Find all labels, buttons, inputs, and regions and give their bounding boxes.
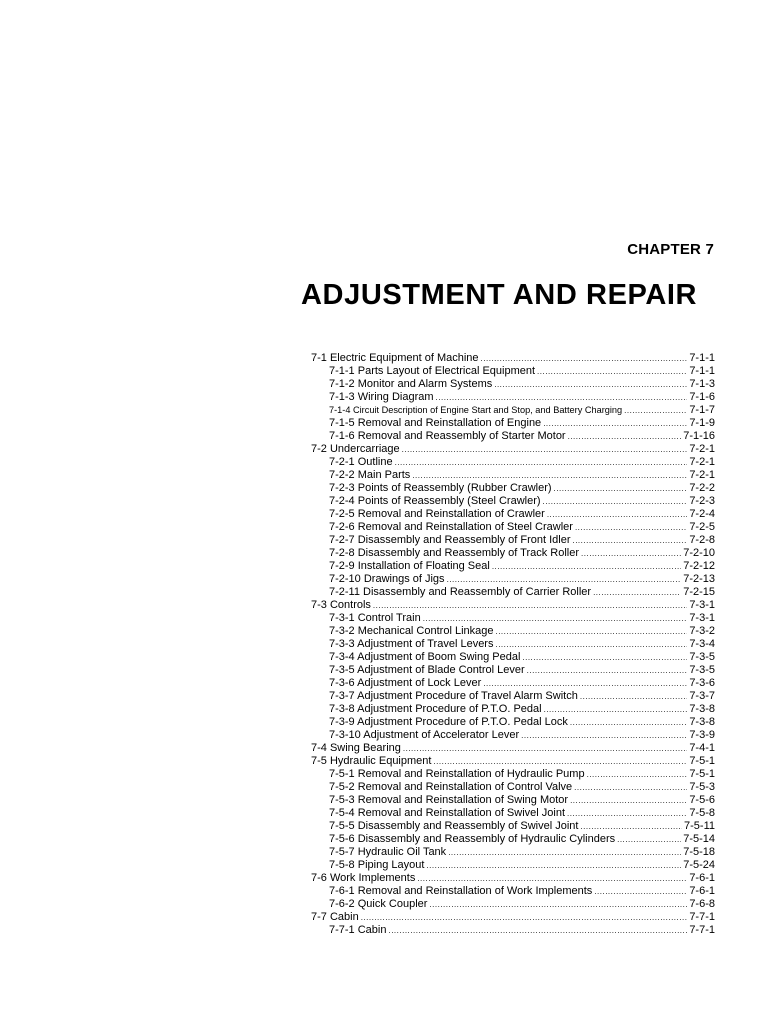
- toc-entry[interactable]: [311, 612, 715, 625]
- toc-leader-dots: [495, 625, 687, 638]
- toc-entry-title: 7-2-8 Disassembly and Reassembly of Track Roller: [329, 547, 580, 559]
- toc-entry[interactable]: [311, 534, 715, 547]
- toc-entry[interactable]: [311, 846, 715, 859]
- toc-entry-page: 7-3-6: [689, 677, 715, 689]
- toc-entry-title: 7-2-2 Main Parts: [329, 469, 411, 481]
- toc-entry[interactable]: [311, 586, 715, 599]
- toc-entry[interactable]: [311, 495, 715, 508]
- toc-entry-title: 7-2-1 Outline: [329, 456, 393, 468]
- toc-entry-page: 7-6-8: [689, 898, 715, 910]
- toc-entry[interactable]: [311, 859, 715, 872]
- toc-leader-dots: [436, 391, 688, 404]
- toc-entry-title: 7-3-3 Adjustment of Travel Levers: [329, 638, 494, 650]
- toc-leader-dots: [448, 846, 681, 859]
- toc-entry[interactable]: [311, 755, 715, 768]
- toc-entry-title: 7-7 Cabin: [311, 911, 359, 923]
- toc-entry-title: 7-5-1 Removal and Reinstallation of Hydraulic Pump: [329, 768, 585, 780]
- toc-entry-page: 7-3-7: [689, 690, 715, 702]
- toc-entry-title: 7-3-4 Adjustment of Boom Swing Pedal: [329, 651, 521, 663]
- toc-leader-dots: [580, 820, 682, 833]
- toc-entry-page: 7-3-8: [689, 716, 715, 728]
- toc-entry-title: 7-5-7 Hydraulic Oil Tank: [329, 846, 447, 858]
- toc-entry[interactable]: [311, 703, 715, 716]
- toc-entry[interactable]: [311, 625, 715, 638]
- toc-entry[interactable]: [311, 898, 715, 911]
- toc-entry-page: 7-1-7: [689, 404, 715, 416]
- toc-entry-title: 7-2-6 Removal and Reinstallation of Steel Crawler: [329, 521, 573, 533]
- toc-entry-title: 7-3-10 Adjustment of Accelerator Lever: [329, 729, 520, 741]
- toc-entry-page: 7-1-9: [689, 417, 715, 429]
- toc-leader-dots: [543, 417, 687, 430]
- toc-entry[interactable]: [311, 404, 715, 417]
- toc-entry-page: 7-5-11: [684, 820, 715, 832]
- toc-entry-title: 7-1-2 Monitor and Alarm Systems: [329, 378, 493, 390]
- toc-entry[interactable]: [311, 378, 715, 391]
- toc-entry-title: 7-3-8 Adjustment Procedure of P.T.O. Pedal: [329, 703, 542, 715]
- toc-leader-dots: [574, 781, 687, 794]
- toc-leader-dots: [412, 469, 687, 482]
- toc-leader-dots: [547, 508, 687, 521]
- toc-entry[interactable]: [311, 521, 715, 534]
- toc-entry-page: 7-5-24: [683, 859, 715, 871]
- toc-entry-title: 7-6 Work Implements: [311, 872, 416, 884]
- toc-leader-dots: [575, 521, 687, 534]
- toc-entry-page: 7-3-8: [689, 703, 715, 715]
- toc-entry[interactable]: [311, 781, 715, 794]
- toc-leader-dots: [373, 599, 687, 612]
- toc-entry-title: 7-1-3 Wiring Diagram: [329, 391, 434, 403]
- toc-entry[interactable]: [311, 677, 715, 690]
- toc-entry-title: 7-5-3 Removal and Reinstallation of Swing Motor: [329, 794, 569, 806]
- toc-entry-page: 7-5-1: [689, 755, 715, 767]
- toc-leader-dots: [537, 365, 687, 378]
- toc-leader-dots: [429, 898, 687, 911]
- toc-entry-page: 7-2-12: [683, 560, 715, 572]
- toc-entry-title: 7-4 Swing Bearing: [311, 742, 401, 754]
- toc-entry[interactable]: [311, 456, 715, 469]
- chapter-label: CHAPTER 7: [627, 241, 714, 258]
- toc-entry-page: 7-3-4: [689, 638, 715, 650]
- toc-entry-title: 7-3-1 Control Train: [329, 612, 421, 624]
- toc-leader-dots: [554, 482, 688, 495]
- toc-entry[interactable]: [311, 417, 715, 430]
- toc-leader-dots: [543, 495, 688, 508]
- toc-entry[interactable]: [311, 599, 715, 612]
- toc-entry[interactable]: [311, 547, 715, 560]
- toc-entry-page: 7-1-16: [683, 430, 715, 442]
- toc-entry[interactable]: [311, 430, 715, 443]
- toc-entry[interactable]: [311, 469, 715, 482]
- chapter-title: ADJUSTMENT AND REPAIR: [301, 279, 698, 311]
- toc-entry[interactable]: [311, 638, 715, 651]
- toc-leader-dots: [433, 755, 687, 768]
- toc-entry-title: 7-2 Undercarriage: [311, 443, 400, 455]
- toc-leader-dots: [388, 924, 687, 937]
- toc-entry[interactable]: [311, 820, 715, 833]
- toc-entry-page: 7-3-1: [689, 612, 715, 624]
- toc-entry-title: 7-1-6 Removal and Reassembly of Starter Motor: [329, 430, 566, 442]
- toc-leader-dots: [594, 885, 687, 898]
- toc-entry[interactable]: [311, 924, 715, 937]
- toc-entry-page: 7-2-10: [683, 547, 715, 559]
- toc-entry-page: 7-1-3: [689, 378, 715, 390]
- toc-entry-title: 7-2-9 Installation of Floating Seal: [329, 560, 490, 572]
- toc-leader-dots: [527, 664, 688, 677]
- toc-entry-title: 7-2-10 Drawings of Jigs: [329, 573, 445, 585]
- toc-entry-page: 7-3-1: [689, 599, 715, 611]
- toc-leader-dots: [617, 833, 681, 846]
- toc-entry-title: 7-2-4 Points of Reassembly (Steel Crawler): [329, 495, 541, 507]
- toc-entry-page: 7-1-6: [689, 391, 715, 403]
- toc-entry-title: 7-1-4 Circuit Description of Engine Start and Stop, and Battery Charging: [329, 405, 623, 415]
- toc-entry[interactable]: [311, 742, 715, 755]
- toc-entry[interactable]: [311, 833, 715, 846]
- toc-entry-title: 7-2-7 Disassembly and Reassembly of Front Idler: [329, 534, 571, 546]
- toc-entry-title: 7-5-6 Disassembly and Reassembly of Hydraulic Cylinders: [329, 833, 616, 845]
- toc-entry-page: 7-2-15: [683, 586, 715, 598]
- toc-entry[interactable]: [311, 573, 715, 586]
- toc-leader-dots: [580, 690, 687, 703]
- toc-entry-title: 7-5-5 Disassembly and Reassembly of Swivel Joint: [329, 820, 579, 832]
- toc-leader-dots: [483, 677, 687, 690]
- toc-entry-page: 7-2-4: [689, 508, 715, 520]
- toc-leader-dots: [417, 872, 687, 885]
- toc-leader-dots: [426, 859, 681, 872]
- toc-entry-page: 7-5-3: [689, 781, 715, 793]
- toc-entry-title: 7-5-8 Piping Layout: [329, 859, 425, 871]
- toc-entry[interactable]: [311, 729, 715, 742]
- toc-leader-dots: [544, 703, 688, 716]
- toc-leader-dots: [581, 547, 681, 560]
- toc-entry-title: 7-1-1 Parts Layout of Electrical Equipment: [329, 365, 536, 377]
- toc-entry-title: 7-3-6 Adjustment of Lock Lever: [329, 677, 482, 689]
- toc-entry-title: 7-2-3 Points of Reassembly (Rubber Crawler): [329, 482, 552, 494]
- toc-entry-page: 7-1-1: [689, 365, 715, 377]
- toc-leader-dots: [587, 768, 688, 781]
- toc-leader-dots: [568, 430, 682, 443]
- toc-entry-page: 7-5-1: [689, 768, 715, 780]
- toc-leader-dots: [447, 573, 682, 586]
- toc-entry[interactable]: [311, 508, 715, 521]
- toc-entry-title: 7-3-9 Adjustment Procedure of P.T.O. Pedal Lock: [329, 716, 568, 728]
- toc-entry-page: 7-2-13: [683, 573, 715, 585]
- toc-entry[interactable]: [311, 911, 715, 924]
- toc-leader-dots: [572, 534, 687, 547]
- toc-entry-page: 7-3-2: [689, 625, 715, 637]
- toc-entry-page: 7-2-8: [689, 534, 715, 546]
- toc-leader-dots: [567, 807, 687, 820]
- toc-entry-title: 7-5-2 Removal and Reinstallation of Control Valve: [329, 781, 573, 793]
- toc-entry-page: 7-2-2: [689, 482, 715, 494]
- toc-entry-page: 7-6-1: [689, 885, 715, 897]
- toc-entry[interactable]: [311, 664, 715, 677]
- toc-entry-page: 7-6-1: [689, 872, 715, 884]
- toc-entry-title: 7-3-7 Adjustment Procedure of Travel Alarm Switch: [329, 690, 578, 702]
- toc-entry-page: 7-7-1: [689, 924, 715, 936]
- toc-leader-dots: [570, 716, 687, 729]
- toc-entry-title: 7-3-5 Adjustment of Blade Control Lever: [329, 664, 525, 676]
- toc-entry[interactable]: [311, 872, 715, 885]
- toc-entry-title: 7-5-4 Removal and Reinstallation of Swivel Joint: [329, 807, 566, 819]
- toc-entry-page: 7-2-5: [689, 521, 715, 533]
- toc-leader-dots: [494, 378, 687, 391]
- toc-entry-page: 7-4-1: [689, 742, 715, 754]
- toc-entry-page: 7-3-5: [689, 664, 715, 676]
- toc-leader-dots: [492, 560, 681, 573]
- toc-leader-dots: [403, 742, 687, 755]
- toc-entry-title: 7-2-5 Removal and Reinstallation of Crawler: [329, 508, 545, 520]
- toc-entry-page: 7-7-1: [689, 911, 715, 923]
- toc-leader-dots: [521, 729, 687, 742]
- toc-entry-title: 7-5 Hydraulic Equipment: [311, 755, 432, 767]
- toc-leader-dots: [402, 443, 688, 456]
- toc-entry-title: 7-6-1 Removal and Reinstallation of Work Implements: [329, 885, 593, 897]
- toc-entry[interactable]: [311, 651, 715, 664]
- toc-leader-dots: [624, 404, 687, 417]
- toc-leader-dots: [570, 794, 687, 807]
- toc-entry[interactable]: [311, 794, 715, 807]
- toc-leader-dots: [481, 352, 688, 365]
- toc-entry-title: 7-6-2 Quick Coupler: [329, 898, 428, 910]
- toc-leader-dots: [593, 586, 681, 599]
- toc-entry[interactable]: [311, 391, 715, 404]
- toc-entry[interactable]: [311, 482, 715, 495]
- toc-entry-title: 7-3 Controls: [311, 599, 371, 611]
- toc-entry-title: 7-7-1 Cabin: [329, 924, 387, 936]
- toc-leader-dots: [522, 651, 687, 664]
- toc-entry-page: 7-3-9: [689, 729, 715, 741]
- toc-entry[interactable]: [311, 352, 715, 365]
- toc-entry-page: 7-5-18: [683, 846, 715, 858]
- table-of-contents: [311, 352, 715, 937]
- toc-leader-dots: [361, 911, 688, 924]
- toc-entry-page: 7-5-14: [683, 833, 715, 845]
- toc-entry-title: 7-2-11 Disassembly and Reassembly of Carrier Roller: [329, 586, 592, 598]
- toc-leader-dots: [395, 456, 688, 469]
- toc-entry[interactable]: [311, 807, 715, 820]
- toc-entry-page: 7-2-1: [689, 456, 715, 468]
- toc-leader-dots: [423, 612, 688, 625]
- toc-entry[interactable]: [311, 716, 715, 729]
- toc-entry-page: 7-3-5: [689, 651, 715, 663]
- toc-entry[interactable]: [311, 768, 715, 781]
- toc-entry[interactable]: [311, 443, 715, 456]
- toc-entry[interactable]: [311, 885, 715, 898]
- toc-entry-page: 7-2-1: [689, 443, 715, 455]
- toc-entry-page: 7-1-1: [689, 352, 715, 364]
- toc-entry-page: 7-2-1: [689, 469, 715, 481]
- toc-entry[interactable]: [311, 690, 715, 703]
- toc-leader-dots: [495, 638, 687, 651]
- toc-entry-page: 7-5-6: [689, 794, 715, 806]
- toc-entry-page: 7-5-8: [689, 807, 715, 819]
- toc-entry[interactable]: [311, 560, 715, 573]
- toc-entry-title: 7-1 Electric Equipment of Machine: [311, 352, 479, 364]
- toc-entry-title: 7-1-5 Removal and Reinstallation of Engine: [329, 417, 542, 429]
- toc-entry-title: 7-3-2 Mechanical Control Linkage: [329, 625, 494, 637]
- toc-entry-page: 7-2-3: [689, 495, 715, 507]
- toc-entry[interactable]: [311, 365, 715, 378]
